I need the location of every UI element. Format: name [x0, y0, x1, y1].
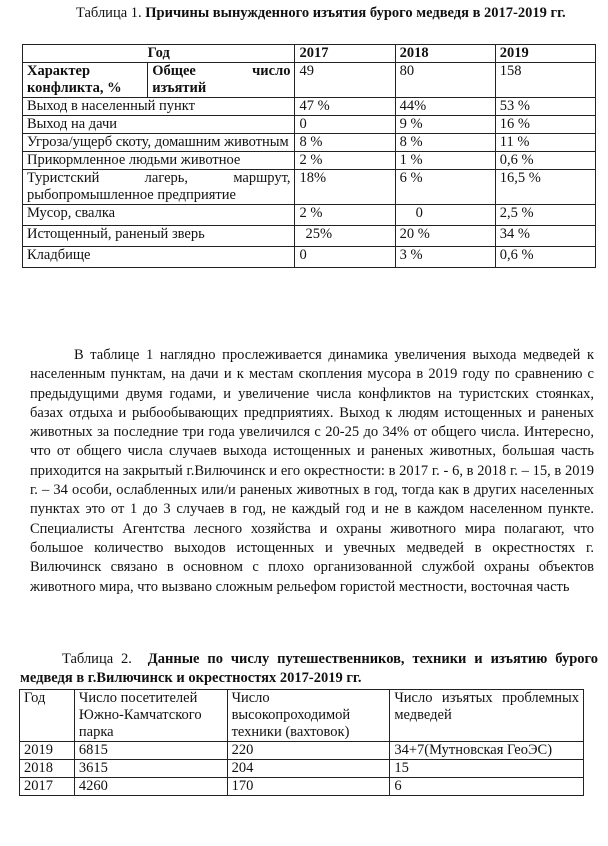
- table-cell: 16 %: [495, 116, 595, 134]
- visitors-cell: 4260: [74, 778, 227, 796]
- table-cell: 34 %: [495, 226, 595, 247]
- table-cell: 47 %: [295, 98, 395, 116]
- table-row: [23, 247, 596, 268]
- table1-year-header: Год: [23, 45, 295, 63]
- table-row: [23, 152, 596, 170]
- table-cell: 44%: [395, 98, 495, 116]
- table1-year-2018: 2018: [395, 45, 495, 63]
- vehicles-cell: 220: [227, 742, 390, 760]
- table2-caption: [20, 650, 598, 688]
- table-cell: 0: [395, 205, 495, 226]
- table-cell: 18%: [295, 170, 395, 205]
- row-label: Выход в населенный пункт: [23, 98, 295, 116]
- table-cell: 8 %: [295, 134, 395, 152]
- table-cell: 0: [295, 247, 395, 268]
- row-label: Мусор, свалка: [23, 205, 295, 226]
- table-cell: 1 %: [395, 152, 495, 170]
- table-cell: 0,6 %: [495, 247, 595, 268]
- table-cell: 0,6 %: [495, 152, 595, 170]
- row-label: Выход на дачи: [23, 116, 295, 134]
- year-cell: 2018: [20, 760, 75, 778]
- row-label: Кладбище: [23, 247, 295, 268]
- table-row: [20, 778, 584, 796]
- row-label: Прикормленное людьми животное: [23, 152, 295, 170]
- table-cell: 49: [295, 63, 395, 98]
- bears-header: Число изъятых проблемных медведей: [390, 690, 584, 742]
- table-row: [20, 742, 584, 760]
- year-cell: 2019: [20, 742, 75, 760]
- table2-caption-prefix: Таблица 2.: [62, 651, 132, 667]
- table-cell: 9 %: [395, 116, 495, 134]
- table-cell: 8 %: [395, 134, 495, 152]
- table1-year-2017: 2017: [295, 45, 395, 63]
- table-row: [23, 116, 596, 134]
- table1-caption-prefix: Таблица 1.: [76, 5, 142, 21]
- vehicles-cell: 204: [227, 760, 390, 778]
- year-cell: 2017: [20, 778, 75, 796]
- year-header: Год: [20, 690, 75, 742]
- table1-year-2019: 2019: [495, 45, 595, 63]
- table2: [19, 689, 584, 796]
- table-cell: 11 %: [495, 134, 595, 152]
- table1-caption: [20, 4, 596, 22]
- visitors-header: Число посетителей Южно-Камчатского парка: [74, 690, 227, 742]
- table1-caption-title: Причины вынужденного изъятия бурого медведя в 2017-2019 гг.: [145, 5, 566, 21]
- table-row: [23, 226, 596, 247]
- vehicles-header: Число высокопроходимой техники (вахтовок): [227, 690, 390, 742]
- row-label: Туристский лагерь, маршрут, рыбопромышленное предприятие: [23, 170, 295, 205]
- bears-cell: 6: [390, 778, 584, 796]
- table-row: [23, 134, 596, 152]
- table-cell: 25%: [295, 226, 395, 247]
- bears-cell: 34+7(Мутновская ГеоЭС): [390, 742, 584, 760]
- visitors-cell: 6815: [74, 742, 227, 760]
- conflict-type-header: Характер конфликта, %: [23, 63, 148, 98]
- table-cell: 53 %: [495, 98, 595, 116]
- table-cell: 16,5 %: [495, 170, 595, 205]
- table-cell: 2 %: [295, 152, 395, 170]
- table-cell: 6 %: [395, 170, 495, 205]
- table-cell: 2,5 %: [495, 205, 595, 226]
- total-removals-header: Общее число изъятий: [148, 63, 295, 98]
- table-row: [23, 98, 596, 116]
- table-cell: 80: [395, 63, 495, 98]
- table-cell: 2 %: [295, 205, 395, 226]
- body-paragraph: В таблице 1 наглядно прослеживается динамика увеличения выхода медведей к населенным пунктам, на дачи и к местам скопления мусора в 2019 году по сравнению с предыдущими двумя годами, и увеличение числа конфликтов на туристских стоянках, базах отдыха и рыбообывающих предприятиях. Выход к людям истощенных и раненых животных за последние три года увеличился с 20-25 до 34% от общего числа. Интересно, что от общего числа случаев выхода истощенных и раненых животных, большая часть приходится на закрытый г.Вилючинск и его окрестности: в 2017 г. - 6, в 2018 г. – 15, в 2019 г. – 34 особи, ослабленных или/и раненых животных в год, тогда как в других населенных пунктах это от 1 до 3 случаев в год, не каждый год и не в каждом населенном пункте. Специалисты Агентства лесного хозяйства и охраны животного мира полагают, что большое количество выходов истощенных и увечных медведей в окрестностях г. Вилючинск связано в основном с плохо организованной службой охраны объектов животного мира, что вызвано сложным рельефом гористой местности, восточная часть: [30, 347, 594, 595]
- table1-totals-row: [23, 63, 596, 98]
- bears-cell: 15: [390, 760, 584, 778]
- vehicles-cell: 170: [227, 778, 390, 796]
- table-row: [23, 205, 596, 226]
- row-label: Истощенный, раненый зверь: [23, 226, 295, 247]
- table-cell: 158: [495, 63, 595, 98]
- table2-caption-title: Данные по числу путешественников, техники и изъятию бурого медведя в г.Вилючинск и окрестностях 2017-2019 гг.: [20, 651, 599, 686]
- table2-header-row: [20, 690, 584, 742]
- table1: [22, 44, 596, 268]
- visitors-cell: 3615: [74, 760, 227, 778]
- table-cell: 20 %: [395, 226, 495, 247]
- table-cell: 3 %: [395, 247, 495, 268]
- table-row: [20, 760, 584, 778]
- table1-header-row: [23, 45, 596, 63]
- table-cell: 0: [295, 116, 395, 134]
- row-label: Угроза/ущерб скоту, домашним животным: [23, 134, 295, 152]
- table-row: [23, 170, 596, 205]
